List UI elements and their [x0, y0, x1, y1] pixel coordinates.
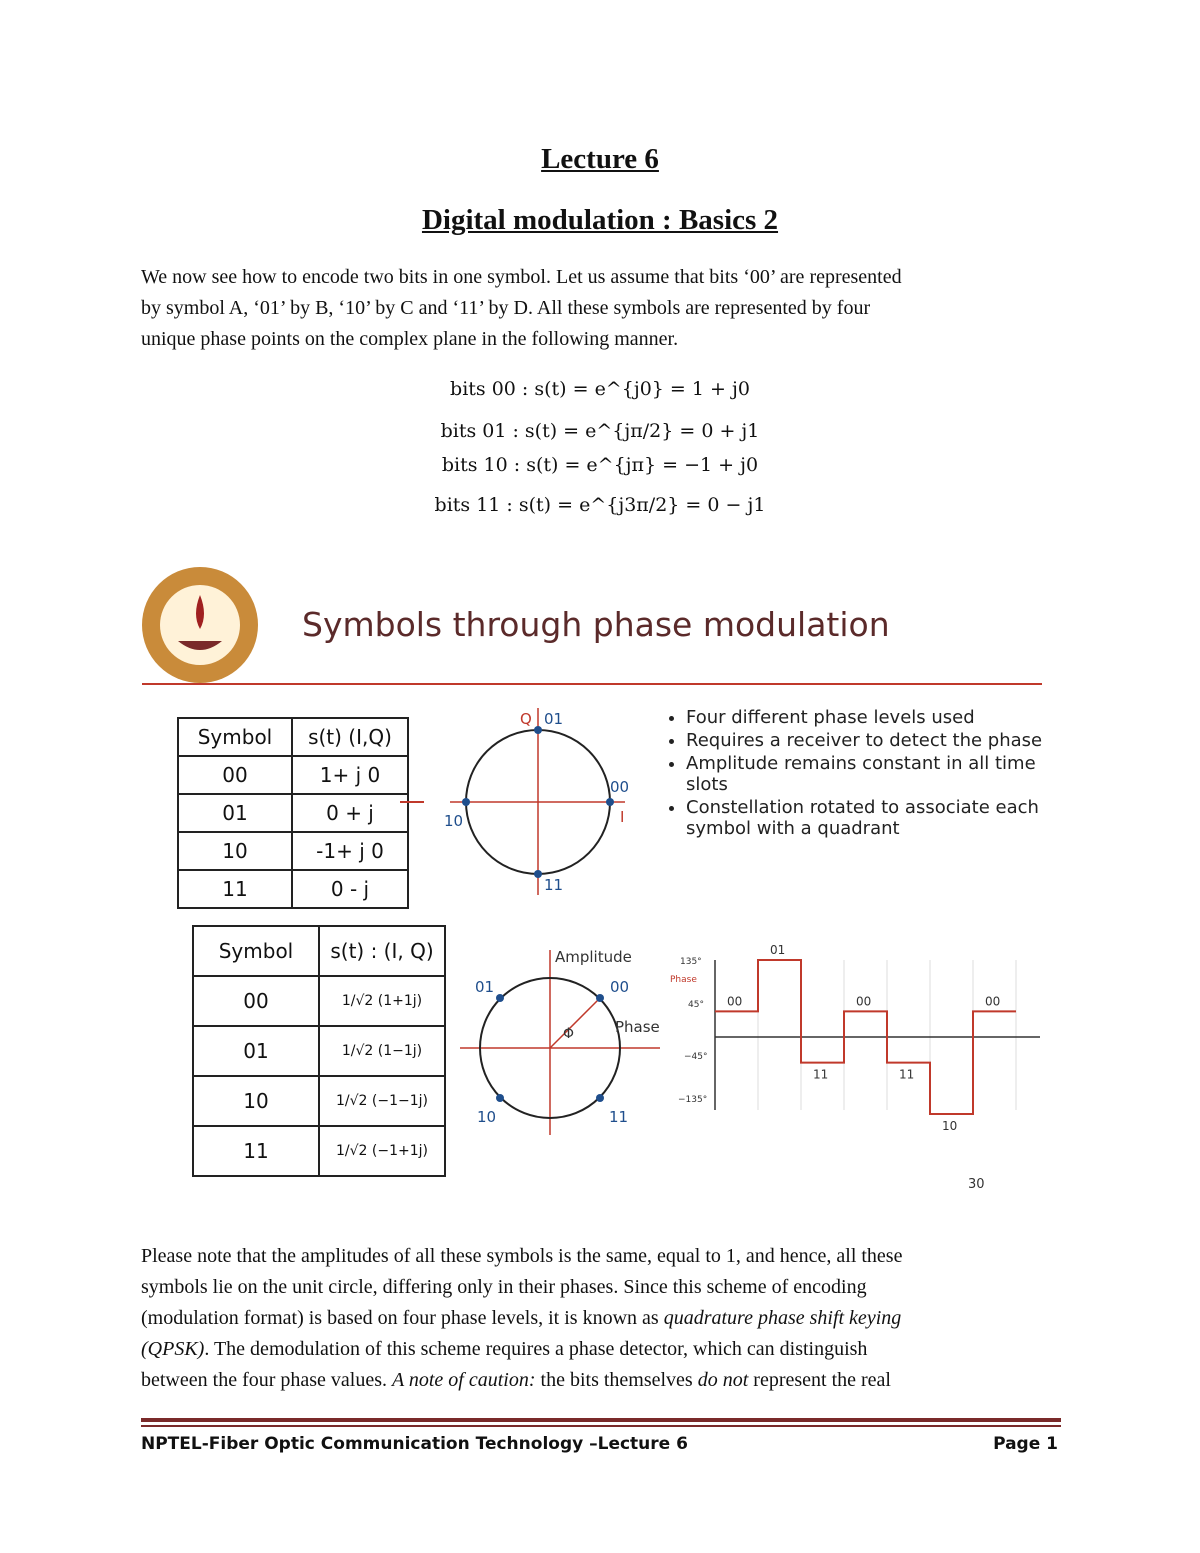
waveform-marks: [715, 943, 1016, 1133]
table1-cell: 11: [178, 870, 292, 908]
table2-cell: 01: [193, 1026, 319, 1076]
slide-title-rule: [142, 683, 1042, 685]
coef: 1/√2: [341, 1043, 374, 1059]
waveform-ylabel: Phase: [670, 975, 697, 985]
qpsk-term: quadrature phase shift keying: [663, 1307, 902, 1329]
point-00: [606, 798, 614, 806]
bullet-item: • Amplitude remains constant in all time slots: [686, 753, 1046, 795]
table2-header-st: s(t) : (I, Q): [319, 926, 445, 976]
table1-cell: 0 + j: [292, 794, 408, 832]
institute-logo: [138, 563, 268, 688]
label-00: 00: [610, 778, 630, 796]
coef: 1/√2: [336, 1093, 368, 1109]
table1-cell: 01: [178, 794, 292, 832]
point-11: [534, 870, 542, 878]
label-01: 01: [475, 978, 495, 996]
q-label: Q: [520, 710, 532, 728]
phase-label: Phase: [615, 1018, 660, 1036]
formula: (1+1j): [377, 993, 423, 1009]
text: . The demodulation of this scheme requires a phase detector, which can distinguish: [204, 1338, 868, 1360]
footer-rule-thin: [141, 1425, 1061, 1427]
text: between the four phase values.: [141, 1369, 393, 1391]
symbol-table-2: [192, 925, 446, 1177]
formula: (−1−1j): [371, 1093, 428, 1109]
amplitude-label: Amplitude: [555, 948, 632, 966]
phi-label: Φ: [563, 1026, 575, 1042]
equation-11: bits 11 : s(t) = e^{j3π/2} = 0 − j1: [434, 494, 766, 516]
intro-line-2: by symbol A, ‘01’ by B, ‘10’ by C and ‘11’ by D. All these symbols are represented by four: [141, 297, 871, 319]
tick-neg135: −135°: [678, 1095, 708, 1105]
table1-header-symbol: Symbol: [178, 718, 292, 756]
symbol-label: 00: [985, 994, 1001, 1009]
point-01: [496, 994, 504, 1002]
point-00: [596, 994, 604, 1002]
section-title: Digital modulation : Basics 2: [421, 204, 779, 236]
footer-rule: [141, 1418, 1061, 1422]
label-10: 10: [477, 1108, 497, 1126]
coef: 1/√2: [336, 1143, 368, 1159]
equation-01: bits 01 : s(t) = e^{jπ/2} = 0 + j1: [440, 420, 760, 442]
table2-cell: 10: [193, 1076, 319, 1126]
symbol-label: 11: [813, 1067, 829, 1082]
formula: (−1+1j): [371, 1143, 428, 1159]
bullet-item: • Four different phase levels used: [686, 707, 1046, 728]
table1-cell: 00: [178, 756, 292, 794]
lecture-title: Lecture 6: [541, 143, 659, 175]
phase-waveform-chart: [670, 943, 1050, 1133]
after-line-2: symbols lie on the unit circle, differing only in their phases. Since this scheme of encoding: [141, 1276, 867, 1298]
after-line-4: [141, 1334, 1058, 1365]
label-00: 00: [610, 978, 630, 996]
symbol-table-1: [177, 717, 409, 909]
symbol-label: 10: [942, 1119, 958, 1133]
point-01: [534, 726, 542, 734]
table2-cell: 00: [193, 976, 319, 1026]
point-10: [462, 798, 470, 806]
point-11: [596, 1094, 604, 1102]
intro-line-3: unique phase points on the complex plane in the following manner.: [141, 328, 679, 350]
footer-course: NPTEL-Fiber Optic Communication Technology –Lecture 6: [141, 1434, 688, 1454]
emphasis: do not: [697, 1369, 749, 1391]
bullet-list: [662, 707, 1046, 841]
table1-header-st: s(t) (I,Q): [292, 718, 408, 756]
text: represent the real: [748, 1369, 891, 1391]
equation-00: bits 00 : s(t) = e^{j0} = 1 + j0: [450, 378, 750, 400]
intro-paragraph: [141, 262, 1058, 355]
equation-10: bits 10 : s(t) = e^{jπ} = −1 + j0: [441, 454, 759, 476]
intro-line-1: We now see how to encode two bits in one symbol. Let us assume that bits ‘00’ are represented: [141, 266, 902, 288]
point-10: [496, 1094, 504, 1102]
text: (modulation format) is based on four phase levels, it is known as: [141, 1307, 664, 1329]
label-11: 11: [544, 876, 564, 894]
after-line-5: [141, 1365, 1058, 1396]
after-line-3: [141, 1303, 1058, 1334]
formula: (1−1j): [377, 1043, 423, 1059]
bullet-item: • Requires a receiver to detect the phase: [686, 730, 1046, 751]
table1-cell: 10: [178, 832, 292, 870]
constellation-diagram-2: [455, 940, 665, 1140]
waveform-grid: [715, 960, 1016, 1110]
qpsk-abbrev: (QPSK): [141, 1338, 205, 1360]
bullet-item: • Constellation rotated to associate each symbol with a quadrant: [686, 797, 1046, 839]
label-01: 01: [544, 710, 564, 728]
table2-formula: [319, 1076, 445, 1126]
slide-figure: [130, 555, 1070, 1220]
tick-135: 135°: [680, 957, 702, 967]
table2-header-symbol: Symbol: [193, 926, 319, 976]
table1-cell: 0 - j: [292, 870, 408, 908]
table2-formula: [319, 976, 445, 1026]
symbol-label: 00: [856, 994, 872, 1009]
symbol-label: 00: [727, 994, 743, 1009]
table2-formula: [319, 1126, 445, 1176]
coef: 1/√2: [341, 993, 374, 1009]
phasor: [550, 998, 600, 1048]
i-label: I: [620, 808, 625, 826]
constellation-diagram-1: [400, 700, 650, 900]
tick-45: 45°: [688, 1000, 704, 1010]
table1-cell: 1+ j 0: [292, 756, 408, 794]
label-11: 11: [609, 1108, 629, 1126]
text: the bits themselves: [535, 1369, 698, 1391]
table2-cell: 11: [193, 1126, 319, 1176]
explanation-paragraph: [141, 1241, 1058, 1396]
symbol-label: 11: [899, 1067, 915, 1082]
caution-label: A note of caution:: [392, 1369, 536, 1391]
slide-title: Symbols through phase modulation: [302, 605, 890, 644]
table2-formula: [319, 1026, 445, 1076]
label-10: 10: [444, 812, 464, 830]
symbol-label: 01: [770, 943, 786, 957]
slide-number: 30: [968, 1177, 985, 1192]
footer-page-number: Page 1: [993, 1434, 1058, 1454]
tick-neg45: −45°: [684, 1052, 708, 1062]
table1-cell: -1+ j 0: [292, 832, 408, 870]
after-line-1: Please note that the amplitudes of all these symbols is the same, equal to 1, and hence, all these: [141, 1245, 903, 1267]
